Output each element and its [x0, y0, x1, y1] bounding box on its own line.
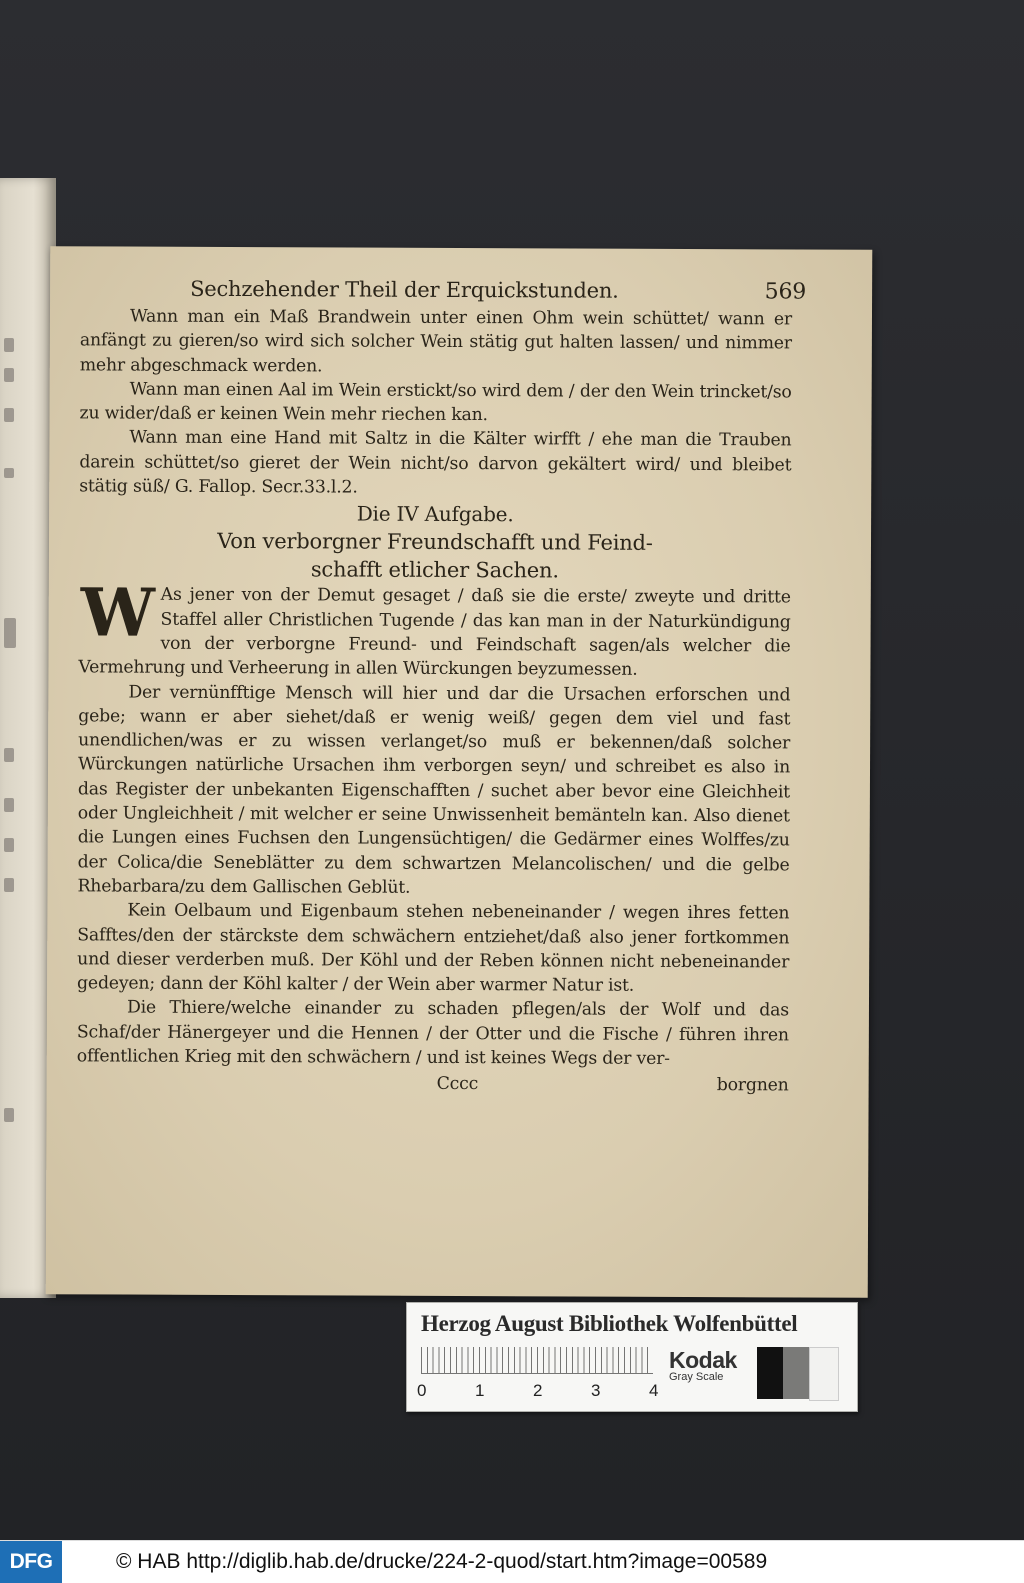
- paragraph-text: As jener von der Demut gesaget / daß sie die erste/ zweyte und dritte Staffel aller Christlichen Tugende / das kan man in der Naturkündigung von der verborgne Freund- und Feindschaft sagen/als welcher die Vermehrung und Verheerung in allen Würckungen beyzumessen.: [78, 585, 791, 681]
- kodak-brand: Kodak: [669, 1347, 737, 1373]
- footer-bar: [0, 1540, 1024, 1583]
- ink-bleed-mark: [4, 408, 14, 422]
- ruler-number: 0: [417, 1381, 427, 1400]
- ink-bleed-mark: [4, 878, 14, 892]
- drop-cap: W: [80, 573, 155, 653]
- paragraph: Wann man einen Aal im Wein erstickt/so wird dem / der den Wein trincket/so zu wider/daß er keinen Wein mehr riechen kan.: [79, 379, 792, 426]
- section-heading: Die IV Aufgabe.: [356, 501, 514, 527]
- gray-swatch-mid: [783, 1347, 809, 1399]
- color-target-card: [406, 1302, 858, 1412]
- paragraph: Wann man eine Hand mit Saltz in die Kälter wirfft / ehe man die Trauben darein schüttet/so gieret der Wein nicht/so darvon gekältert wird/ und bleibet stätig süß/ G. Fallop. Secr.33.l.2.: [79, 428, 792, 498]
- page-foot-line: [77, 1071, 789, 1098]
- gray-swatch-white: [809, 1347, 839, 1401]
- kodak-label: [669, 1347, 737, 1383]
- ruler-number: 3: [591, 1381, 601, 1400]
- ink-bleed-mark: [4, 748, 14, 762]
- book-page: [46, 246, 873, 1298]
- ink-bleed-mark: [4, 838, 14, 852]
- paragraph: Der vernünfftige Mensch will hier und dar die Ursachen erforschen und gebe; wann er aber siehet/daß er wenig weiß/ gegen dem viel und fast unendlichen/was er zu wissen verlanget/so muß er bekennen/daß solcher Würckungen natürliche Ursachen ihm verborgen seyn/ und schreibet es also in das Register der unbekanten Eigenschafften / suchet aber bevor eine Gleichheit oder Ungleichheit / mit welcher er seine Unwissenheit bemänteln kan. Also dienet die Lungen eines Fuchsen den Lungensüchtigen/ die Gedärmer eines Wolffes/zu der Colica/die Seneblätter zu dem schwartzen Melancolischen/ und die gelbe Rhebarbara/zu dem Gallischen Geblüt.: [77, 682, 791, 898]
- ink-bleed-mark: [4, 798, 14, 812]
- page-number: 569: [764, 279, 807, 305]
- institution-name: Herzog August Bibliothek Wolfenbüttel: [421, 1311, 798, 1336]
- ink-bleed-mark: [4, 1108, 14, 1122]
- ink-bleed-mark: [4, 338, 14, 352]
- source-credit: © HAB http://diglib.hab.de/drucke/224-2-quod/start.htm?image=00589: [116, 1550, 768, 1573]
- ruler-number: 1: [475, 1381, 485, 1400]
- dfg-logo: DFG: [0, 1541, 62, 1583]
- running-header: [190, 275, 807, 307]
- ink-bleed-mark: [4, 368, 14, 382]
- page-text-block: [76, 274, 807, 1098]
- running-title: Sechzehender Theil der Erquickstunden.: [190, 276, 619, 303]
- ruler-numbers: [417, 1381, 707, 1401]
- ink-bleed-mark: [4, 468, 14, 478]
- gray-scale-label: Gray Scale: [669, 1371, 724, 1383]
- signature-mark: Cccc: [436, 1074, 479, 1095]
- section-title-line-2: schafft etlicher Sachen.: [310, 557, 559, 583]
- ruler-number: 4: [649, 1381, 659, 1400]
- paragraph: Die Thiere/welche einander zu schaden pflegen/als der Wolf und das Schaf/der Hänergeyer und die Hennen / der Otter und die Fische / führen ihren offentlichen Krieg mit den schwächern / und ist keines Wegs der ver-: [76, 997, 790, 1069]
- paragraph-with-initial: [78, 573, 791, 683]
- ink-bleed-mark: [4, 618, 16, 648]
- section-title-line-1: Von verborgner Freundschafft und Feind-: [217, 529, 653, 556]
- gray-swatch-black: [757, 1347, 783, 1399]
- paragraph: Kein Oelbaum und Eigenbaum stehen nebeneinander / wegen ihres fetten Safftes/den der stärckste dem schwächern entziehet/daß also jener fortkommen und dieser verderben muß. Der Köhl und der Reben können nicht nebeneinander gedeyen; dann der Köhl kalter / der Wein aber warmer Natur ist.: [77, 900, 790, 996]
- catchword: borgnen: [716, 1075, 789, 1096]
- scale-ruler: [421, 1347, 653, 1374]
- paragraph: Wann man ein Maß Brandwein unter einen Ohm wein schüttet/ wann er anfängt zu gieren/so wird sich solcher Wein stätig gut halten lassen/ und nimmer mehr abgeschmack werden.: [79, 306, 793, 376]
- ruler-number: 2: [533, 1381, 543, 1400]
